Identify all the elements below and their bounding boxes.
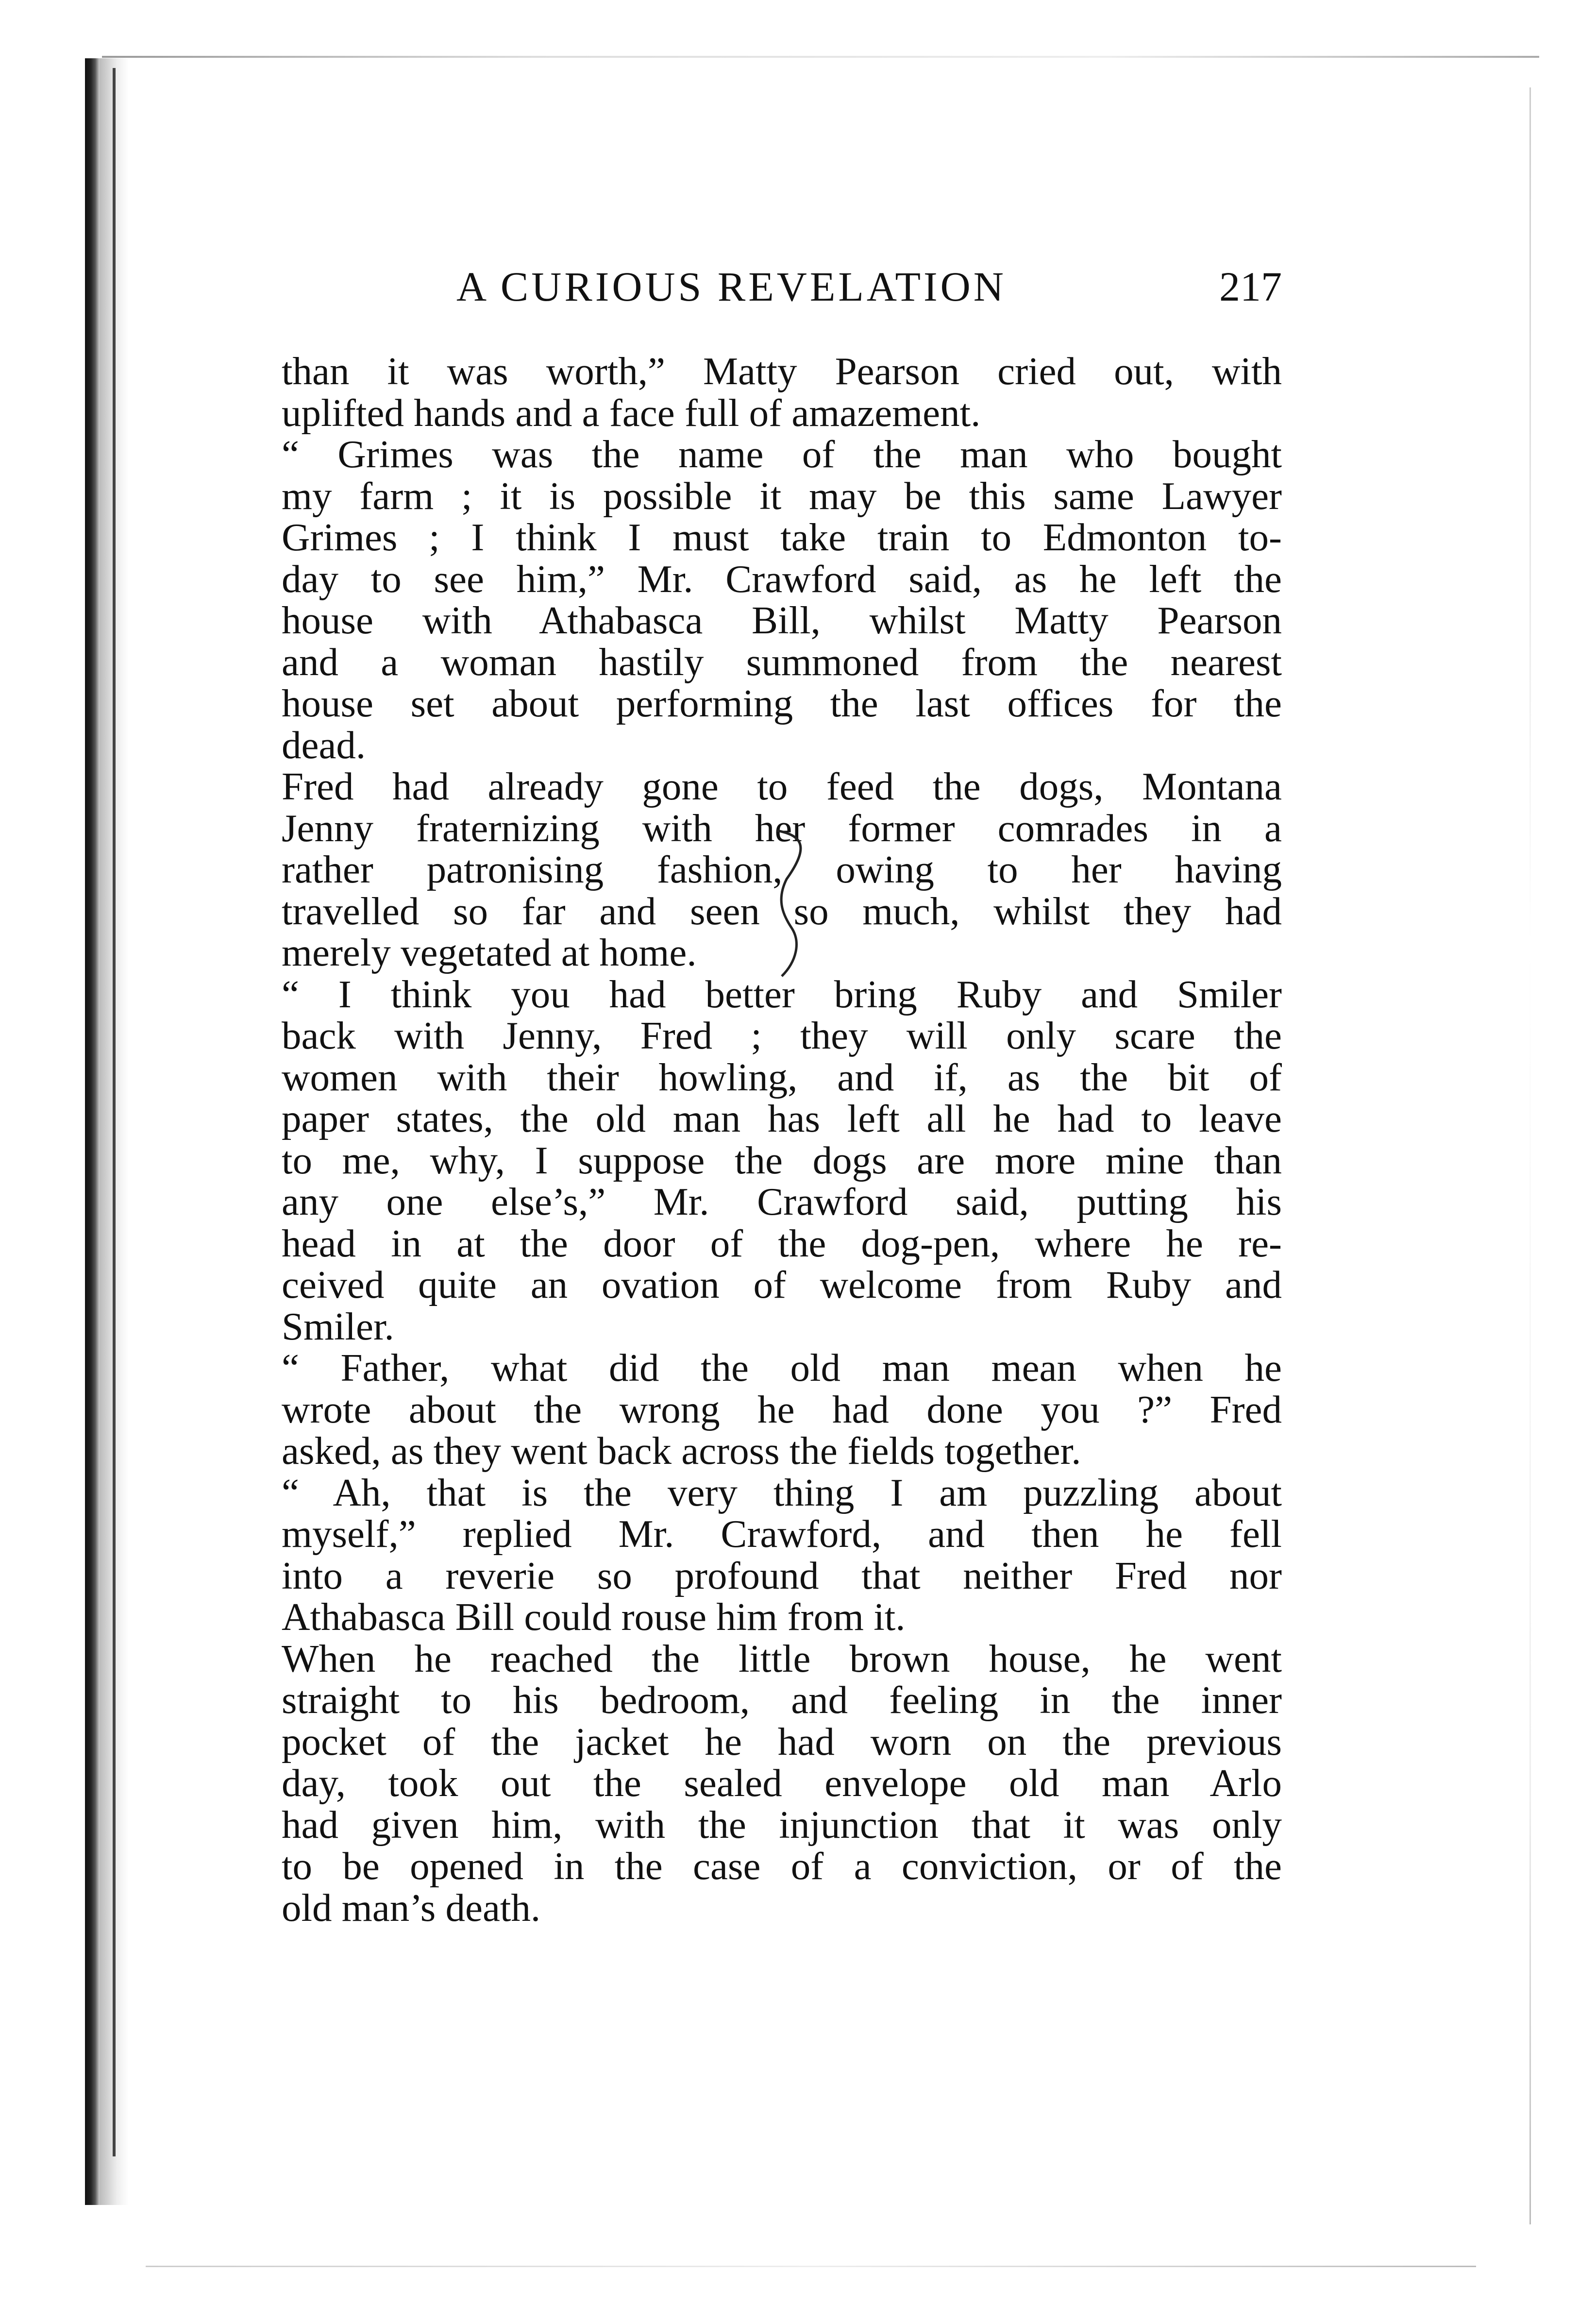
page-header <box>282 262 1282 321</box>
text-line: back with Jenny, Fred ; they will only scare the <box>282 1014 1282 1057</box>
page-right-edge <box>1529 87 1531 2224</box>
text-line: ceived quite an ovation of welcome from Ruby and <box>282 1263 1282 1306</box>
page-number: 217 <box>1219 263 1282 310</box>
text-line: to be opened in the case of a conviction, or of the <box>282 1844 1282 1888</box>
text-line: than it was worth,” Matty Pearson cried out, with <box>282 349 1282 393</box>
text-line: dead. <box>282 723 366 767</box>
text-line: Fred had already gone to feed the dogs, Montana <box>282 764 1282 808</box>
text-line: Jenny fraternizing with her former comrades in a <box>282 806 1282 850</box>
text-line: wrote about the wrong he had done you ?” Fred <box>282 1387 1282 1431</box>
running-title: A CURIOUS REVELATION <box>456 263 1007 310</box>
text-line: Grimes ; I think I must take train to Edmonton to- <box>282 515 1282 559</box>
text-line: to me, why, I suppose the dogs are more mine than <box>282 1138 1282 1182</box>
text-line: paper states, the old man has left all he had to leave <box>282 1097 1282 1140</box>
text-line: Smiler. <box>282 1304 394 1348</box>
text-line: Athabasca Bill could rouse him from it. <box>282 1595 906 1639</box>
text-line: women with their howling, and if, as the bit of <box>282 1055 1282 1099</box>
text-line: asked, as they went back across the fields together. <box>282 1429 1081 1473</box>
pencil-annotation-mark <box>767 821 864 981</box>
text-line: had given him, with the injunction that it was only <box>282 1802 1282 1847</box>
text-line: travelled so far and seen so much, whilst they had <box>282 889 1282 933</box>
text-line: When he reached the little brown house, he went <box>282 1636 1282 1680</box>
text-line: pocket of the jacket he had worn on the previous <box>282 1719 1282 1763</box>
text-line: uplifted hands and a face full of amazement. <box>282 390 981 435</box>
binding-line <box>113 68 116 2156</box>
text-line: “ I think you had better bring Ruby and Smiler <box>282 972 1282 1016</box>
text-line: old man’s death. <box>282 1885 541 1930</box>
text-line: and a woman hastily summoned from the nearest <box>282 640 1282 684</box>
text-line: straight to his bedroom, and feeling in the inner <box>282 1678 1282 1722</box>
text-line: day to see him,” Mr. Crawford said, as he left the <box>282 557 1282 601</box>
text-line: head in at the door of the dog-pen, where he re- <box>282 1221 1282 1265</box>
text-line: into a reverie so profound that neither Fred nor <box>282 1553 1282 1597</box>
text-line: merely vegetated at home. <box>282 931 697 974</box>
text-line: myself,” replied Mr. Crawford, and then he fell <box>282 1512 1282 1556</box>
page-top-edge <box>102 56 1539 58</box>
text-line: rather patronising fashion, owing to her having <box>282 848 1282 891</box>
text-line: my farm ; it is possible it may be this same Lawyer <box>282 474 1282 518</box>
binding-edge <box>85 58 100 2205</box>
text-line: house with Athabasca Bill, whilst Matty Pearson <box>282 598 1282 642</box>
text-line: day, took out the sealed envelope old man Arlo <box>282 1761 1282 1805</box>
text-line: house set about performing the last offices for the <box>282 681 1282 725</box>
body-text <box>282 351 1282 1929</box>
text-line: “ Grimes was the name of the man who bought <box>282 432 1282 476</box>
text-line: “ Ah, that is the very thing I am puzzling about <box>282 1470 1282 1514</box>
text-line: “ Father, what did the old man mean when he <box>282 1346 1282 1390</box>
page-bottom-edge <box>146 2266 1476 2267</box>
text-line: any one else’s,” Mr. Crawford said, putting his <box>282 1180 1282 1223</box>
